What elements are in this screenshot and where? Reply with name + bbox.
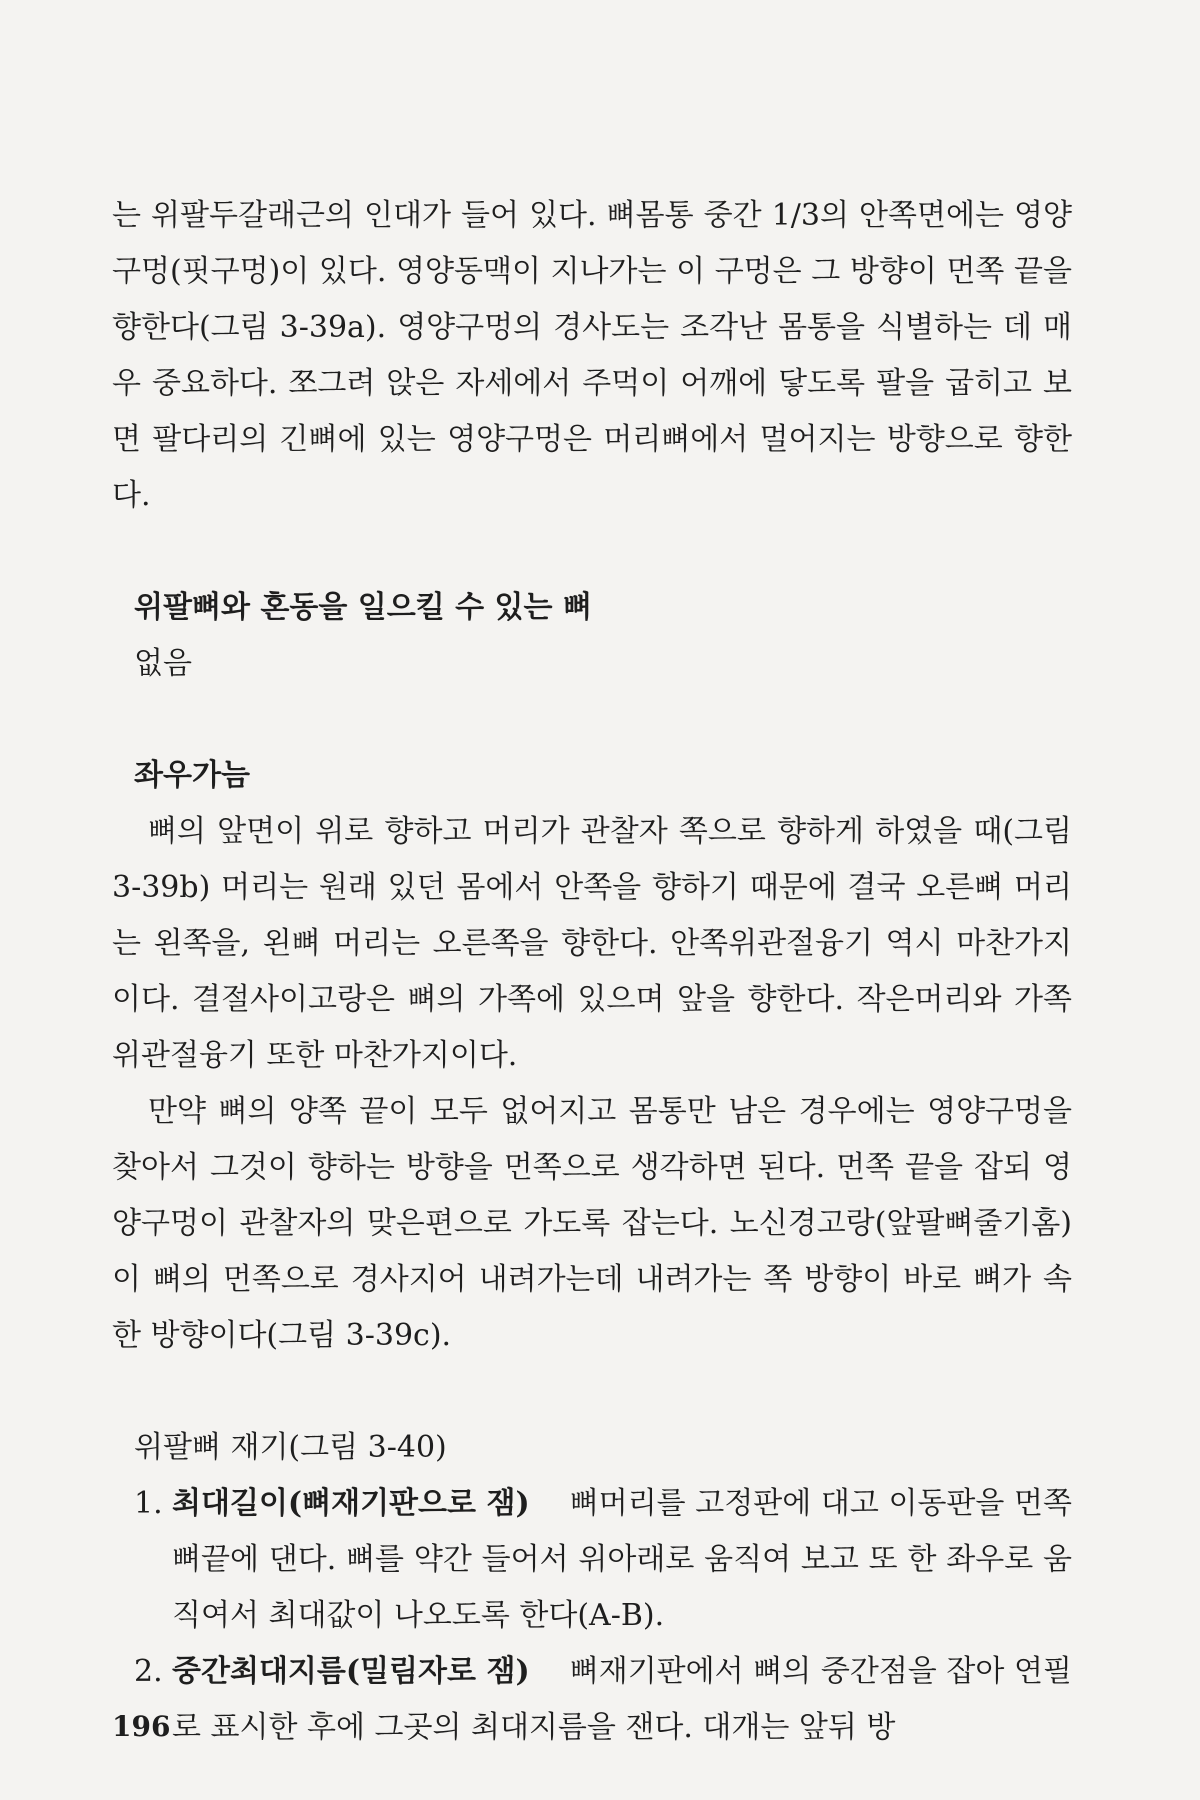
item-number: 1. (134, 1486, 163, 1521)
item-text: 뼈재기판에서 뼈의 중간점을 잡아 연필로 표시한 후에 그곳의 최대지름을 잰다. 대개는 앞뒤 방 (172, 1654, 1072, 1745)
confusable-text: 없음 (134, 646, 192, 681)
item-term: 최대길이(뼈재기판으로 잼) (172, 1486, 530, 1521)
measurement-item (112, 1476, 1072, 1644)
sides-heading: 좌우가늠 (134, 758, 250, 793)
item-text: 뼈머리를 고정판에 대고 이동판을 먼쪽 뼈끝에 댄다. 뼈를 약간 들어서 위아래로 움직여 보고 또 한 좌우로 움직여서 최대값이 나오도록 한다(A-B). (172, 1486, 1072, 1633)
item-term: 중간최대지름(밀림자로 잼) (172, 1654, 530, 1689)
sides-section (112, 748, 1072, 1364)
page-content (112, 188, 1072, 1756)
sides-paragraph-2: 만약 뼈의 양쪽 끝이 모두 없어지고 몸통만 남은 경우에는 영양구멍을 찾아서 그것이 향하는 방향을 먼쪽으로 생각하면 된다. 먼쪽 끝을 잡되 영양구멍이 관찰자의 맞은편으로 가도록 잡는다. 노신경고랑(앞팔뼈줄기홈)이 뼈의 먼쪽으로 경사지어 내려가는데 내려가는 쪽 방향이 바로 뼈가 속한 방향이다(그림 3-39c). (112, 1094, 1072, 1353)
measurement-item (112, 1644, 1072, 1756)
page-number: 196 (112, 1710, 171, 1743)
item-number: 2. (134, 1654, 163, 1689)
sides-paragraph-1: 뼈의 앞면이 위로 향하고 머리가 관찰자 쪽으로 향하게 하였을 때(그림 3-39b) 머리는 원래 있던 몸에서 안쪽을 향하기 때문에 결국 오른뼈 머리는 왼쪽을, 왼뼈 머리는 오른쪽을 향한다. 안쪽위관절융기 역시 마찬가지이다. 결절사이고랑은 뼈의 가쪽에 있으며 앞을 향한다. 작은머리와 가쪽위관절융기 또한 마찬가지이다. (112, 814, 1072, 1073)
confusable-heading: 위팔뼈와 혼동을 일으킬 수 있는 뼈 (134, 590, 592, 625)
measurement-section (112, 1420, 1072, 1756)
confusable-section (112, 580, 1072, 692)
measurement-heading: 위팔뼈 재기(그림 3-40) (134, 1430, 447, 1465)
intro-paragraph: 는 위팔두갈래근의 인대가 들어 있다. 뼈몸통 중간 1/3의 안쪽면에는 영양구멍(핏구멍)이 있다. 영양동맥이 지나가는 이 구멍은 그 방향이 먼쪽 끝을 향한다(그림 3-39a). 영양구멍의 경사도는 조각난 몸통을 식별하는 데 매우 중요하다. 쪼그려 앉은 자세에서 주먹이 어깨에 닿도록 팔을 굽히고 보면 팔다리의 긴뼈에 있는 영양구멍은 머리뼈에서 멀어지는 방향으로 향한다. (112, 198, 1072, 513)
measurement-list (112, 1476, 1072, 1756)
